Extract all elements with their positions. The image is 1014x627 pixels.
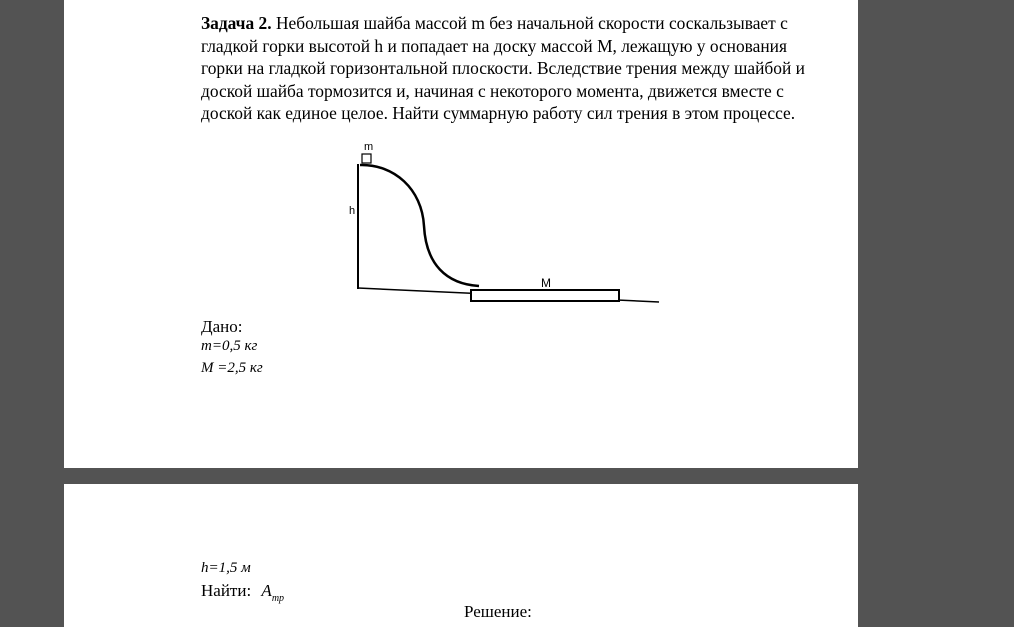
problem-statement <box>201 12 831 125</box>
document-page-1 <box>64 0 858 468</box>
document-page-2 <box>64 484 858 627</box>
given-mass-m: m=0,5 кг <box>201 338 258 354</box>
label-M: M <box>541 276 551 290</box>
label-m: m <box>364 141 374 153</box>
board-rect <box>471 290 619 301</box>
solution-title: Решение: <box>464 602 532 621</box>
problem-text: Небольшая шайба массой m без начальной скорости соскальзывает с гладкой горки высотой h и попадает на доску массой M, лежащую у основания горки на гладкой горизонтальной плоскости. Вследствие трения между шайбой и доской шайба тормозится и, начиная с некоторого момента, движется вместе с доской как единое целое. Найти суммарную работу сил трения в этом процессе. <box>201 13 805 124</box>
label-h: h <box>349 205 356 217</box>
problem-label: Задача 2. <box>201 13 272 33</box>
given-mass-M: M =2,5 кг <box>201 360 263 376</box>
find-line <box>201 581 284 604</box>
find-subscript: тр <box>271 593 285 604</box>
find-label: Найти: <box>201 581 252 600</box>
slide-curve <box>360 165 479 286</box>
given-title: Дано: <box>201 317 243 336</box>
slide-board-figure <box>334 134 734 314</box>
find-symbol: A <box>261 581 272 600</box>
given-height-h: h=1,5 м <box>201 560 251 576</box>
puck-square <box>362 154 371 163</box>
